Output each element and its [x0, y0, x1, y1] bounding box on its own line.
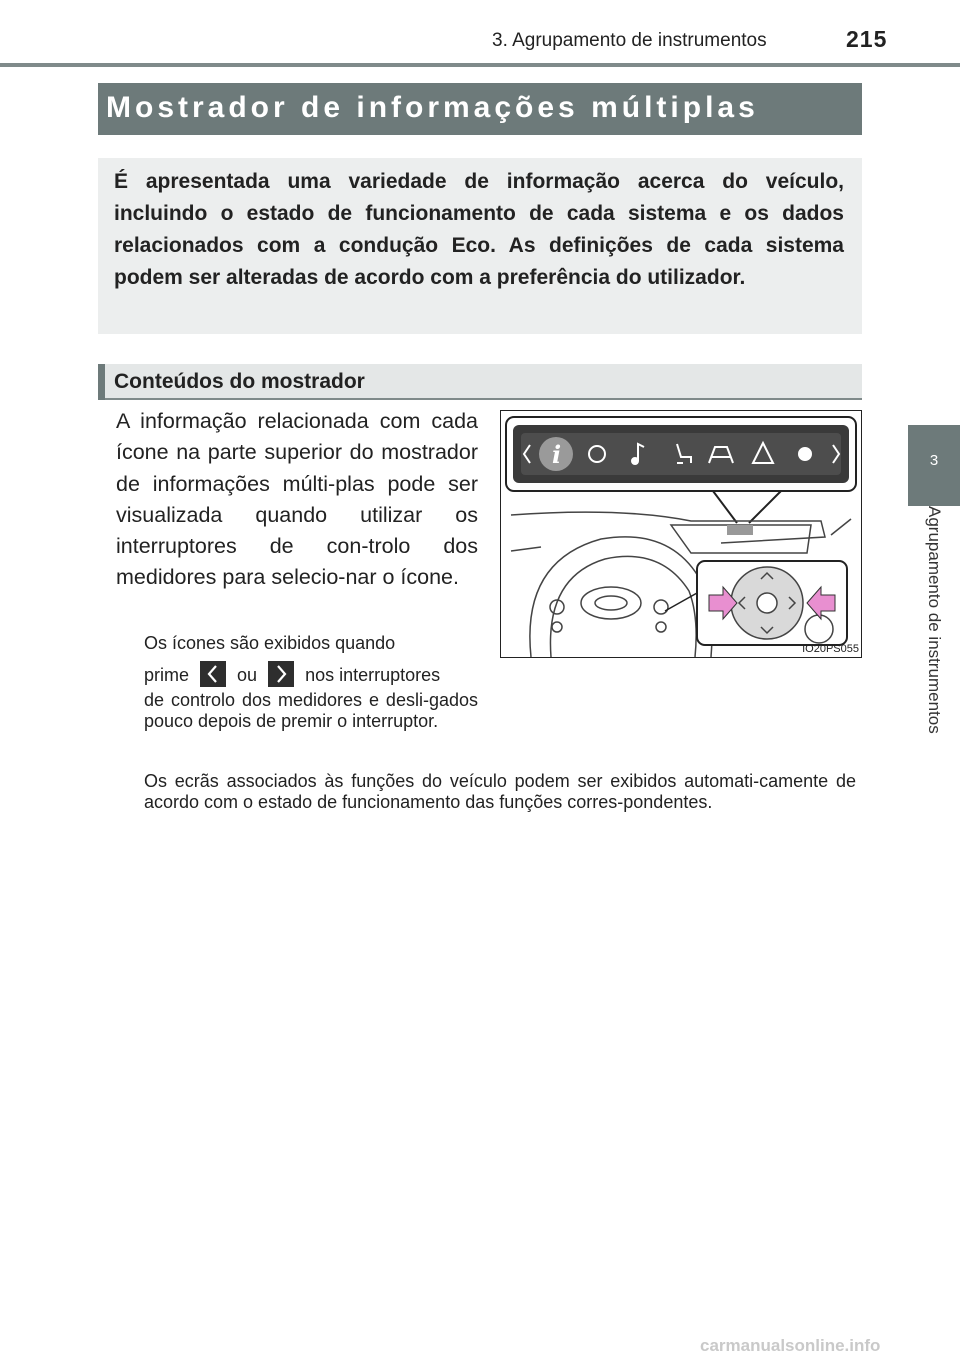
side-tab-label: Agrupamento de instrumentos [925, 506, 944, 734]
page-title: Mostrador de informações múltiplas [106, 91, 759, 124]
settings-icon [799, 448, 811, 460]
header-divider [0, 63, 960, 67]
note-2: Os ecrãs associados às funções do veículo podem ser exibidos automati-camente de acordo com o estado de funcionamento das funções corres-pondentes. [144, 771, 856, 812]
note-line-3: de controlo dos medidores e desli-gados pouco depois de premir o interruptor. [144, 690, 478, 731]
side-tab-number: 3 [908, 425, 960, 506]
section-marker [98, 364, 105, 400]
note-line-2 [144, 662, 478, 689]
note-rest: nos interruptores [305, 665, 441, 685]
title-bar [98, 83, 862, 135]
dashboard-drawing [501, 411, 861, 657]
body-paragraph: A informação relacionada com cada ícone na parte superior do mostrador de informações múlti-plas pode ser visualizada quando utilizar os interruptores de con-trolo dos medidores para selecio-nar o ícone. [116, 409, 478, 590]
left-button-icon [200, 661, 226, 687]
side-tab [908, 506, 960, 806]
note-prime: prime [144, 665, 190, 685]
page-number: 215 [846, 26, 888, 52]
chapter-title: 3. Agrupamento de instrumentos [492, 30, 767, 51]
dashboard-illustration [500, 410, 862, 658]
note-or: ou [237, 665, 258, 685]
right-button-icon [268, 661, 294, 687]
figure-label: IO20PS055 [802, 643, 859, 655]
section-title: Conteúdos do mostrador [114, 370, 365, 393]
info-icon: i [552, 440, 562, 469]
section-heading [98, 364, 862, 400]
intro-text: É apresentada uma variedade de informação acerca do veículo, incluindo o estado de funcionamento de cada sistema e os dados relacionados com a condução Eco. As definições de cada sistema podem ser alteradas de acordo com a preferência do utilizador. [114, 170, 844, 289]
note-line-1: Os ícones são exibidos quando [144, 633, 396, 653]
intro-box [98, 158, 862, 334]
watermark: carmanualsonline.info [700, 1336, 881, 1355]
